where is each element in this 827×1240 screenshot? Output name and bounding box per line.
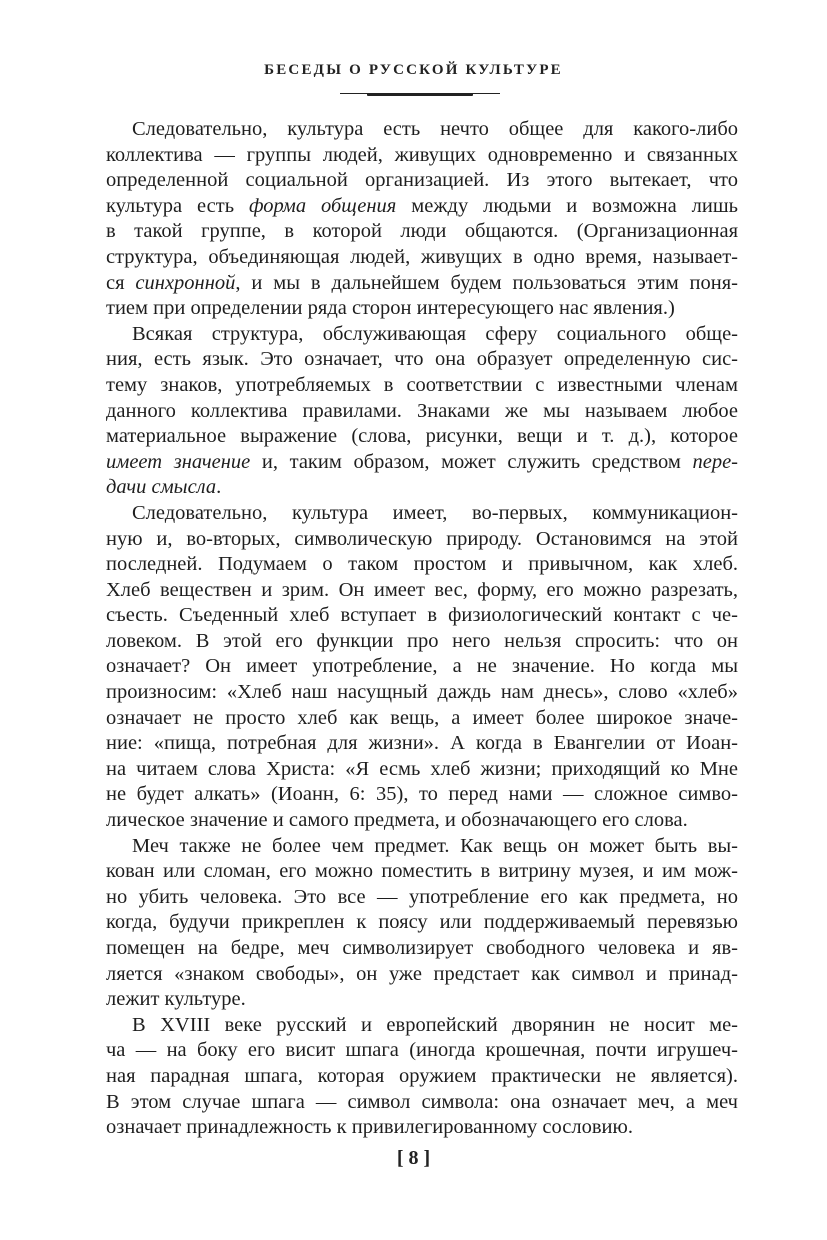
text-line: но убить человека. Это все — употребление его как предмета, но xyxy=(106,885,738,908)
text-line: последней. Подумаем о таком простом и привычном, как хлеб. xyxy=(106,553,738,576)
paragraph-first-line: Следовательно, культура есть нечто общее для какого-либо xyxy=(132,118,738,140)
text-line: данного коллектива правилами. Знаками же мы называем любое xyxy=(106,399,738,422)
text-line xyxy=(106,271,738,297)
text-line: означает? Он имеет употребление, а не значение. Но когда мы xyxy=(106,655,738,678)
text-run: ся xyxy=(106,271,136,294)
italic-emphasis: пере- xyxy=(692,450,738,473)
italic-emphasis: имеет значение xyxy=(106,450,251,473)
text-line xyxy=(106,194,738,220)
text-run: между людьми и возможна лишь xyxy=(396,194,738,217)
header-rule-ornament xyxy=(367,93,473,96)
text-line: помещен на бедре, меч символизирует свободного человека и яв- xyxy=(106,937,738,959)
text-line: означает не просто хлеб как вещь, а имеет более широкое значе- xyxy=(106,706,738,729)
text-run: . xyxy=(216,476,222,499)
text-line: кован или сломан, его можно поместить в витрину музея, и им мож- xyxy=(106,860,738,883)
text-line: ния, есть язык. Это означает, что она образует определенную сис- xyxy=(106,348,738,371)
text-line: ние: «пища, потребная для жизни». А когда в Евангелии от Иоан- xyxy=(106,732,738,755)
text-line: ча — на боку его висит шпага (иногда крошечная, почти игрушеч- xyxy=(106,1039,738,1062)
text-line: лежит культуре. xyxy=(106,988,246,1011)
text-line: коллектива — группы людей, живущих одновременно и связанных xyxy=(106,143,738,166)
text-line: не будет алкать» (Иоанн, 6: 35), то перед нами — сложное симво- xyxy=(106,783,738,806)
text-line: означает принадлежность к привилегированному сословию. xyxy=(106,1116,633,1139)
text-line: тему знаков, употребляемых в соответствии с известными членам xyxy=(106,373,738,396)
italic-emphasis: дачи смысла xyxy=(106,476,217,499)
paragraph-first-line: Всякая структура, обслуживающая сферу социального обще- xyxy=(132,322,738,345)
text-line: материальное выражение (слова, рисунки, вещи и т. д.), которое xyxy=(106,425,738,448)
text-line: на читаем слова Христа: «Я есмь хлеб жизни; приходящий ко Мне xyxy=(106,757,738,780)
italic-emphasis: синхронной xyxy=(135,271,236,294)
text-run: , и мы в дальнейшем будем пользоваться этим поня- xyxy=(235,271,738,294)
text-line xyxy=(106,475,738,501)
paragraph-first-line: В XVIII веке русский и европейский дворянин не носит ме- xyxy=(132,1013,738,1036)
text-line: лическое значение и самого предмета, и обозначающего его слова. xyxy=(106,809,688,832)
text-line: определенной социальной организацией. Из этого вытекает, что xyxy=(106,169,738,192)
text-line: структура, объединяющая людей, живущих в одно время, называет- xyxy=(106,245,738,268)
paragraph-first-line: Следовательно, культура имеет, во-первых, коммуникацион- xyxy=(132,501,738,524)
text-line: ловеком. В этой его функции про него нельзя спросить: что он xyxy=(106,629,738,652)
text-line: произносим: «Хлеб наш насущный даждь нам днесь», слово «хлеб» xyxy=(106,681,738,704)
text-line: ная парадная шпага, которая оружием практически не является). xyxy=(106,1064,738,1087)
paragraph-first-line: Меч также не более чем предмет. Как вещь он может быть вы- xyxy=(132,834,738,857)
text-run: культура есть xyxy=(106,194,249,217)
text-line: ную и, во-вторых, символическую природу. Остановимся на этой xyxy=(106,527,738,550)
text-line: тием при определении ряда сторон интересующего нас явления.) xyxy=(106,297,675,320)
italic-emphasis: форма общения xyxy=(248,194,397,217)
text-line xyxy=(106,450,738,476)
text-line: когда, будучи прикреплен к поясу или поддерживаемый перевязью xyxy=(106,911,738,934)
page-number: [ 8 ] xyxy=(396,1147,431,1169)
running-head: БЕСЕДЫ О РУССКОЙ КУЛЬТУРЕ xyxy=(264,62,563,78)
body-text xyxy=(106,117,738,1141)
text-line: в такой группе, в которой люди общаются. (Организационная xyxy=(106,220,738,243)
text-line: ляется «знаком свободы», он уже предстает как символ и принад- xyxy=(106,962,738,985)
text-line: съесть. Съеденный хлеб вступает в физиологический контакт с че- xyxy=(106,604,738,627)
text-line: В этом случае шпага — символ символа: она означает меч, а меч xyxy=(106,1090,738,1113)
text-line: Хлеб веществен и зрим. Он имеет вес, форму, его можно разрезать, xyxy=(106,578,738,601)
text-run: и, таким образом, может служить средством xyxy=(250,450,693,473)
